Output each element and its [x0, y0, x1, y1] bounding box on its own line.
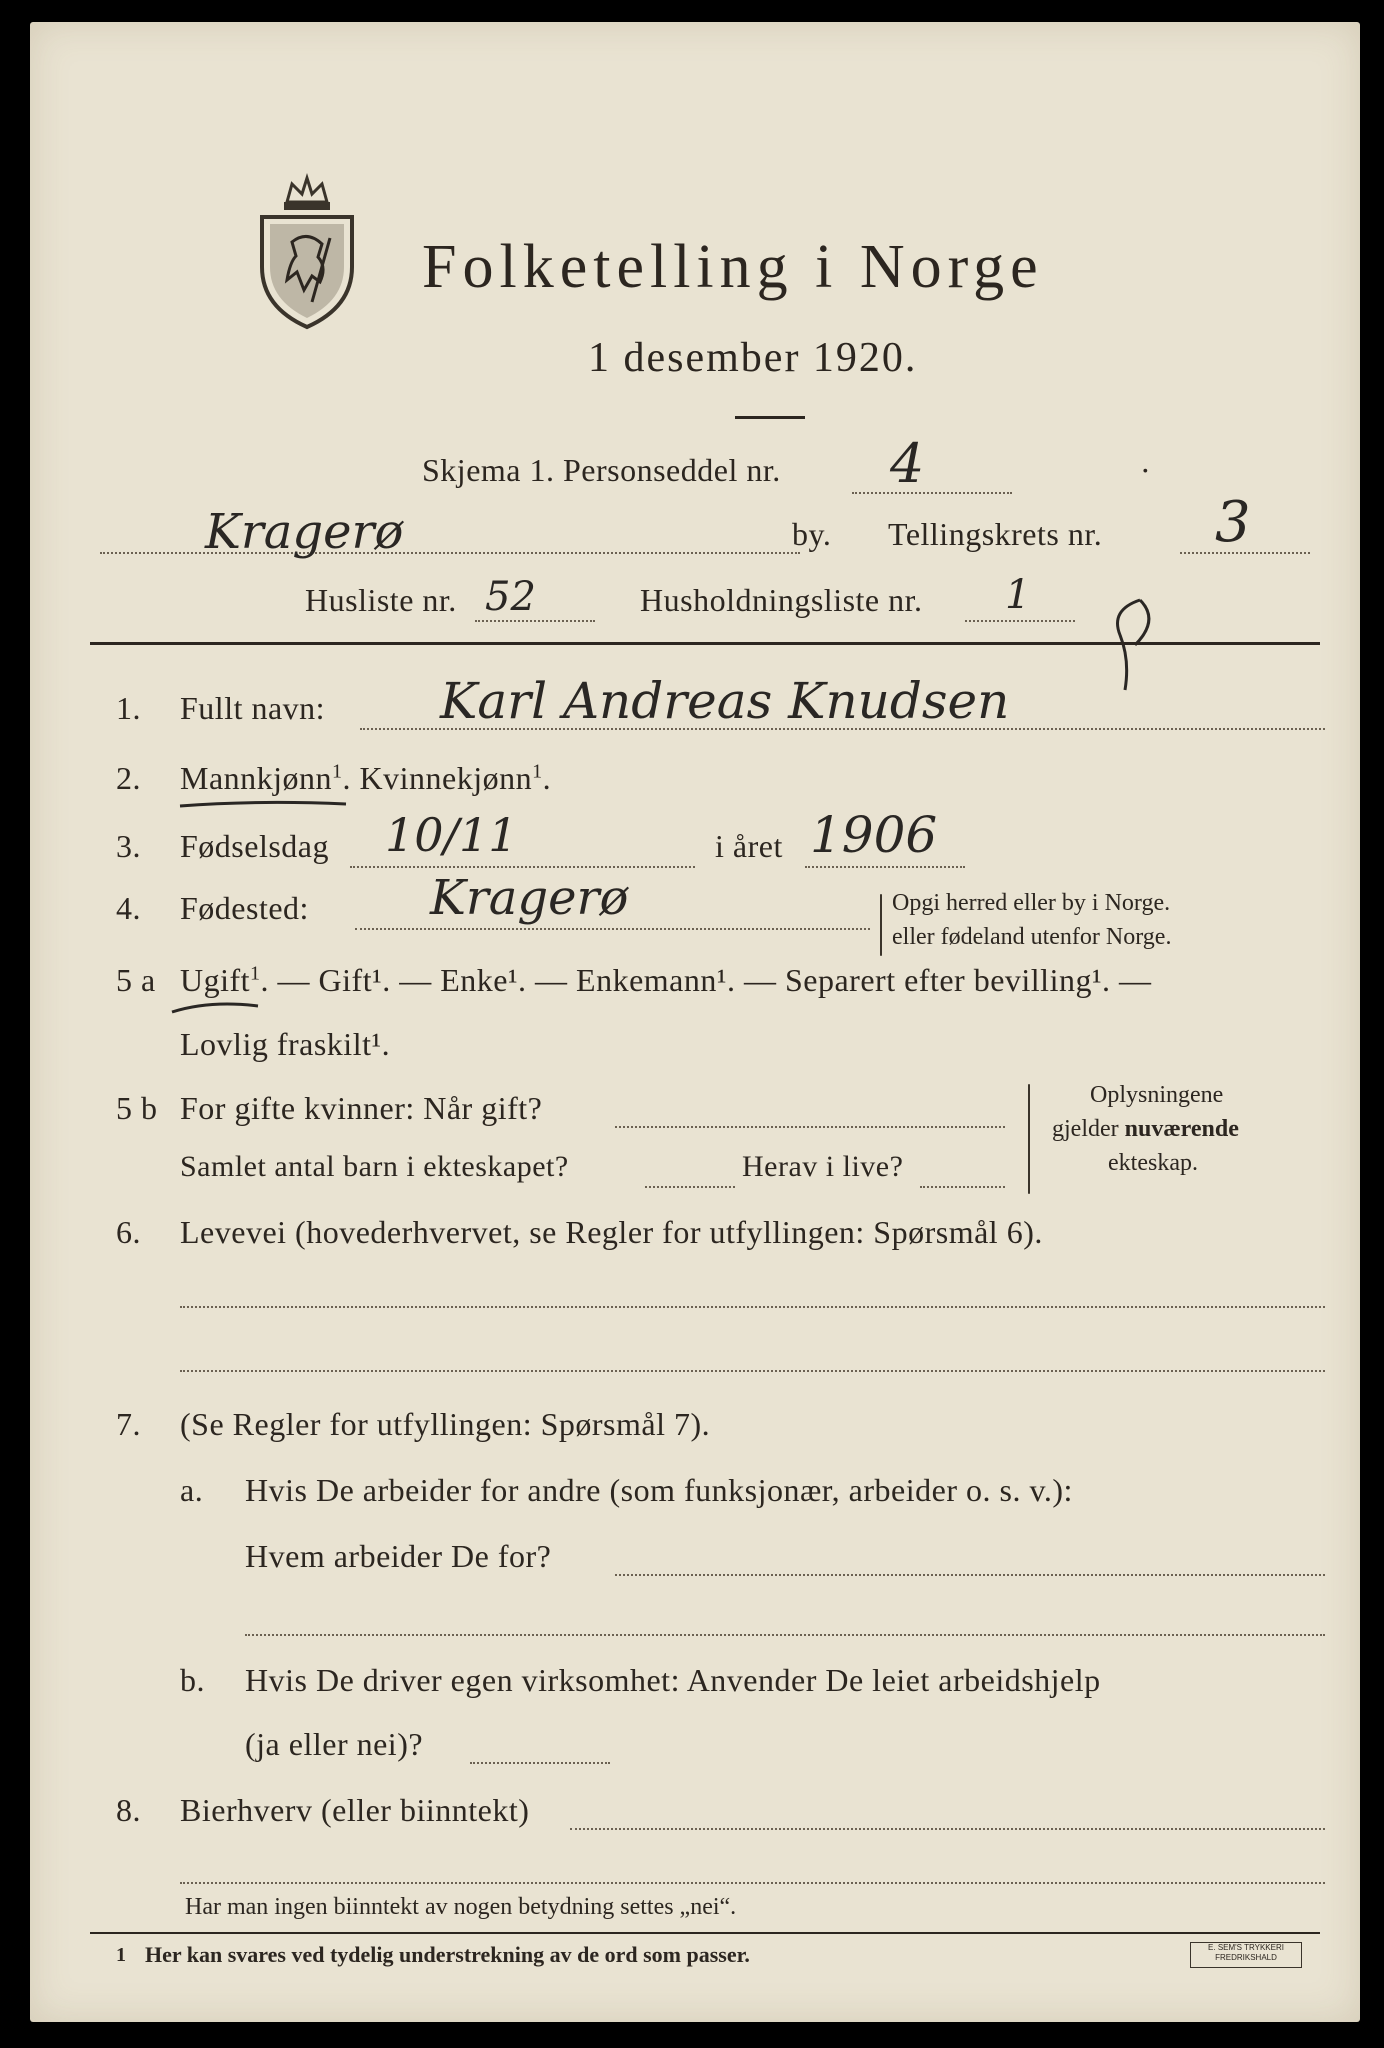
q5b-note-line1: Oplysningene [1090, 1082, 1224, 1108]
q4-brace [880, 894, 882, 956]
q1-label: Fullt navn: [180, 690, 326, 726]
q3-day-line [350, 866, 695, 868]
q8-label: Bierhverv (eller biinntekt) [180, 1792, 530, 1828]
census-form [30, 22, 1360, 2022]
header-rule [90, 642, 1320, 645]
q4-birthplace-value: Kragerø [430, 870, 629, 926]
q5b-alive-line [920, 1186, 1005, 1188]
q7b-label: Hvis De driver egen virksomhet: Anvender De leiet arbeidshjelp [245, 1662, 1101, 1698]
q5b-brace [1028, 1084, 1030, 1194]
q8-line2 [180, 1882, 1325, 1884]
q2-female: Kvinnekjønn [359, 760, 533, 796]
personseddel-number: 4 [890, 432, 925, 495]
q6-line1 [180, 1306, 1325, 1308]
q8-note: Har man ingen biinntekt av nogen betydning settes „nei“. [185, 1894, 737, 1920]
q5a-options [180, 962, 1152, 999]
q3-label: Fødselsdag [180, 828, 329, 864]
q7a-employer-line [615, 1574, 1325, 1576]
q2-male: Mannkjønn [180, 760, 333, 796]
q8-line1 [570, 1828, 1325, 1830]
q5b-note-nuvaerende: nuværende [1124, 1116, 1239, 1142]
husholdning-label: Husholdningsliste nr. [640, 582, 923, 618]
q7a-extra-line [245, 1634, 1325, 1636]
q6-line2 [180, 1370, 1325, 1372]
q3-year-value: 1906 [810, 806, 938, 864]
by-label: by. [792, 516, 832, 552]
q5b-note-line3: ekteskap. [1108, 1150, 1198, 1176]
q5b-married-line [615, 1126, 1005, 1128]
skjema-label: Skjema 1. Personseddel nr. [422, 452, 781, 488]
q5b-children-line [645, 1186, 735, 1188]
q2-options [180, 760, 551, 797]
husliste-number: 52 [485, 574, 536, 620]
census-date: 1 desember 1920. [588, 335, 918, 381]
q7-label: (Se Regler for utfyllingen: Spørsmål 7). [180, 1406, 711, 1442]
footnote-text: Her kan svares ved tydelig understrekning av de ord som passer. [145, 1942, 750, 1967]
husliste-label: Husliste nr. [305, 582, 457, 618]
q2-separator: . [342, 760, 352, 796]
q5b-number: 5 b [116, 1090, 158, 1126]
tellingskrets-label: Tellingskrets nr. [888, 516, 1103, 552]
printer-stamp [1190, 1942, 1302, 1968]
q7b-answer-line [470, 1762, 610, 1764]
q7a-label: Hvis De arbeider for andre (som funksjonær, arbeider o. s. v.): [245, 1472, 1073, 1508]
tellingskrets-number: 3 [1215, 490, 1251, 555]
personseddel-line [852, 492, 1012, 494]
q3-year-label: i året [715, 828, 783, 864]
q7b-number: b. [180, 1662, 205, 1698]
q7-number: 7. [116, 1406, 141, 1442]
q3-day-value: 10/11 [385, 808, 518, 862]
q4-line [355, 928, 870, 930]
q4-note-line2: eller fødeland utenfor Norge. [892, 924, 1172, 950]
q1-number: 1. [116, 690, 141, 726]
husholdning-number: 1 [1005, 572, 1031, 618]
q4-label: Fødested: [180, 890, 309, 926]
footer-rule [90, 1932, 1320, 1934]
footnote-ref: 1 [250, 962, 261, 985]
q3-number: 3. [116, 828, 141, 864]
q5b-note-line2 [1052, 1116, 1239, 1143]
q7a-number: a. [180, 1472, 204, 1508]
coat-of-arms-icon [252, 172, 362, 332]
footnote-ref: 1 [332, 760, 343, 783]
footnote-ref: 1 [532, 760, 543, 783]
q5a-ugift: Ugift [180, 962, 251, 998]
q4-note-line1: Opgi herred eller by i Norge. [892, 890, 1171, 916]
q2-number: 2. [116, 760, 141, 796]
q7b-line2: (ja eller nei)? [245, 1726, 424, 1762]
title-divider [735, 416, 805, 419]
footnote-number: 1 [116, 1944, 126, 1966]
q5a-line2: Lovlig fraskilt¹. [180, 1026, 391, 1062]
q8-number: 8. [116, 1792, 141, 1828]
q5b-alive-label: Herav i live? [742, 1150, 904, 1183]
form-title: Folketelling i Norge [422, 233, 1044, 301]
ugift-underline-mark [170, 1000, 260, 1016]
q7a-line2: Hvem arbeider De for? [245, 1538, 552, 1574]
printer-stamp-line2: FREDRIKSHALD [1215, 1953, 1277, 1962]
q3-year-line [805, 866, 965, 868]
place-value: Kragerø [205, 504, 404, 560]
q6-number: 6. [116, 1214, 141, 1250]
q5b-children-label: Samlet antal barn i ekteskapet? [180, 1150, 569, 1183]
q1-name-value: Karl Andreas Knudsen [440, 672, 1010, 730]
husliste-line [475, 620, 595, 622]
q4-number: 4. [116, 890, 141, 926]
q5a-other-options: . — Gift¹. — Enke¹. — Enkemann¹. — Separert efter bevilling¹. — [260, 962, 1152, 998]
q6-label: Levevei (hovederhvervet, se Regler for utfyllingen: Spørsmål 6). [180, 1214, 1043, 1250]
q5b-note-gjelder: gjelder [1052, 1116, 1125, 1142]
handwritten-mark [1100, 590, 1170, 700]
stray-dot: · [1140, 452, 1152, 488]
q2-end: . [542, 760, 552, 796]
q5a-number: 5 a [116, 962, 156, 998]
husholdning-line [965, 620, 1075, 622]
male-underline-mark [178, 798, 348, 812]
q5b-label: For gifte kvinner: Når gift? [180, 1090, 543, 1126]
printer-stamp-line1: E. SEM'S TRYKKERI [1208, 1943, 1284, 1952]
